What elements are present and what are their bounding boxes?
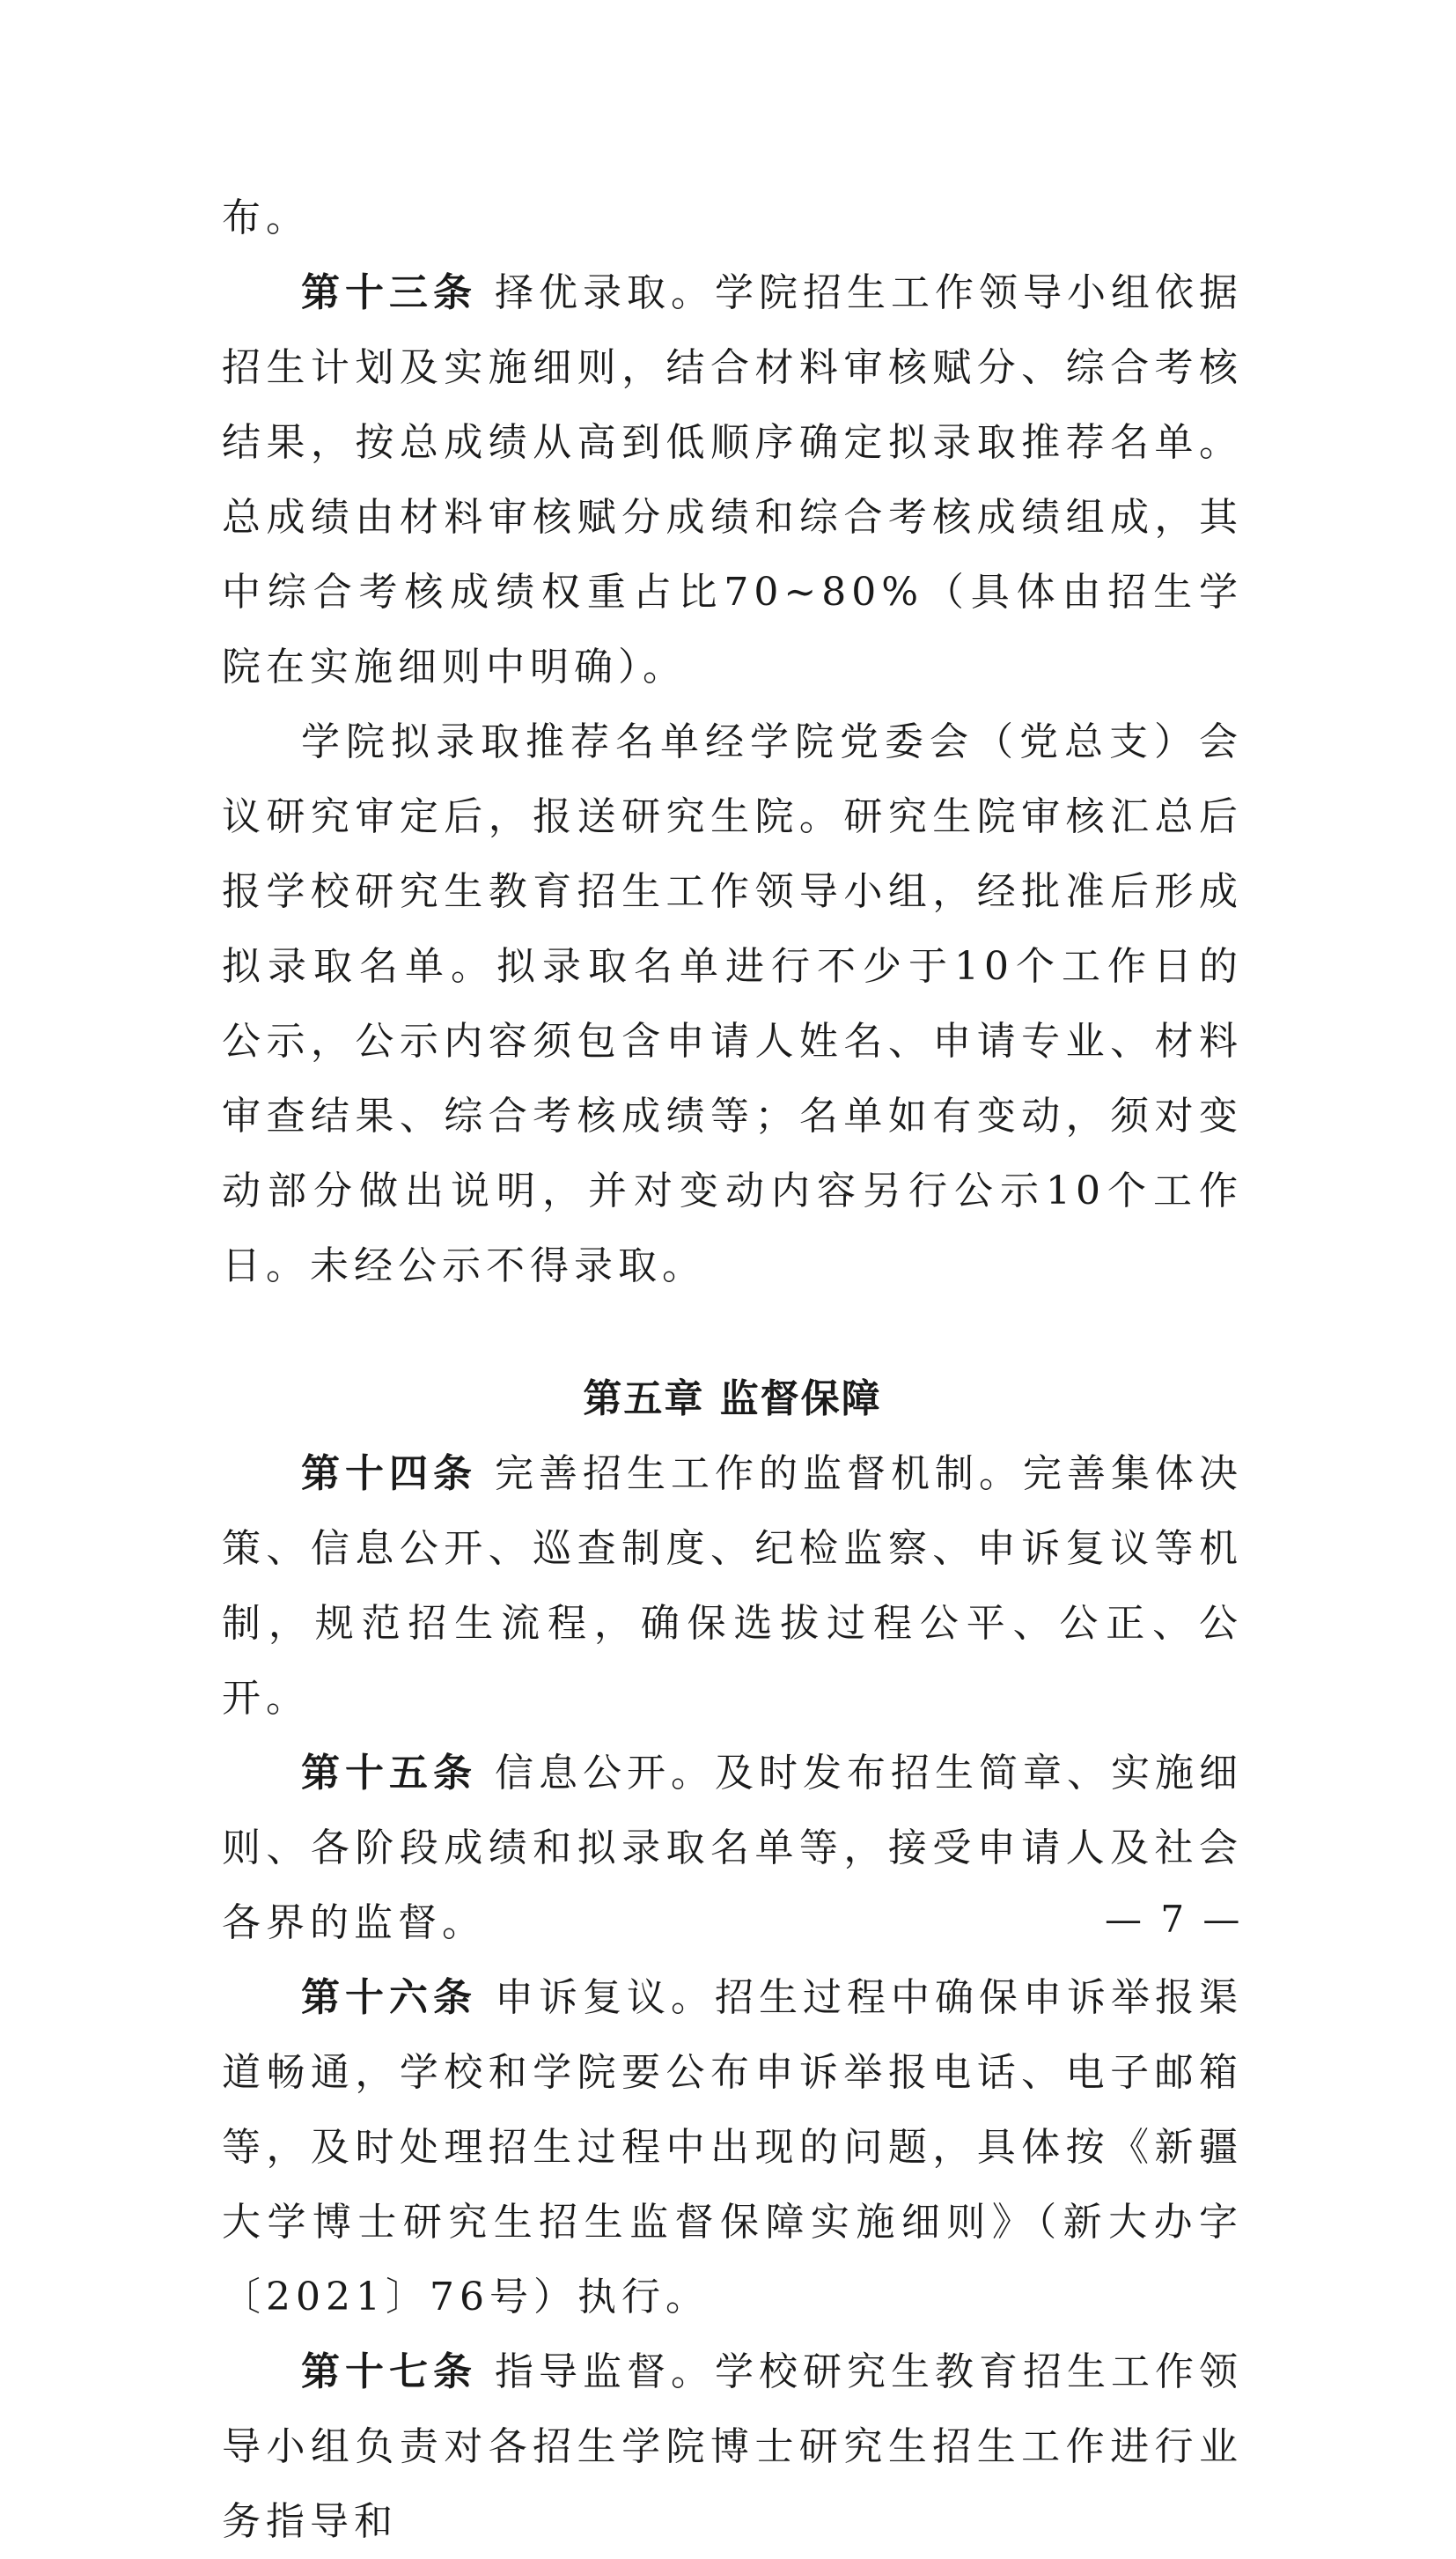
body-text [222,181,1243,2559]
page-number: — 7 — [1105,1898,1244,1941]
continuation-text: 布。 [222,195,310,240]
article-17-text: 指导监督。学校研究生教育招生工作领导小组负责对各招生学院博士研究生招生工作进行业务指导和 [222,2349,1243,2544]
article-14-label: 第十四条 [301,1451,477,1496]
article-13-paragraph-2 [222,704,1243,1303]
article-16-label: 第十六条 [301,1975,477,2020]
article-17 [222,2334,1243,2559]
article-14 [222,1436,1243,1736]
article-13-paragraph-2-text: 学院拟录取推荐名单经学院党委会（党总支）会议研究审定后，报送研究生院。研究生院审核汇总后报学校研究生教育招生工作领导小组，经批准后形成拟录取名单。拟录取名单进行不少于10个工作日的公示，公示内容须包含申请人姓名、申请专业、材料审查结果、综合考核成绩等；名单如有变动，须对变动部分做出说明，并对变动内容另行公示10个工作日。未经公示不得录取。 [222,719,1243,1288]
article-17-label: 第十七条 [301,2349,477,2394]
article-15-text: 信息公开。及时发布招生简章、实施细则、各阶段成绩和拟录取名单等，接受申请人及社会各界的监督。 [222,1751,1243,1945]
article-13-text: 择优录取。学院招生工作领导小组依据招生计划及实施细则，结合材料审核赋分、综合考核结果，按总成绩从高到低顺序确定拟录取推荐名单。总成绩由材料审核赋分成绩和综合考核成绩组成，其中综合考核成绩权重占比70~80%（具体由招生学院在实施细则中明确）。 [222,270,1243,690]
article-14-text: 完善招生工作的监督机制。完善集体决策、信息公开、巡查制度、纪检监察、申诉复议等机制，规范招生流程，确保选拔过程公平、公正、公开。 [222,1451,1243,1721]
article-13-label: 第十三条 [301,270,477,315]
article-15 [222,1736,1243,1960]
article-13 [222,255,1243,704]
chapter-heading: 第五章 监督保障 [583,1376,882,1421]
article-15-label: 第十五条 [301,1751,477,1796]
continuation-paragraph [222,181,1243,255]
article-16 [222,1960,1243,2334]
article-16-text: 申诉复议。招生过程中确保申诉举报渠道畅通，学校和学院要公布申诉举报电话、电子邮箱等，及时处理招生过程中出现的问题，具体按《新疆大学博士研究生招生监督保障实施细则》（新大办字〔2021〕76号）执行。 [222,1975,1243,2319]
